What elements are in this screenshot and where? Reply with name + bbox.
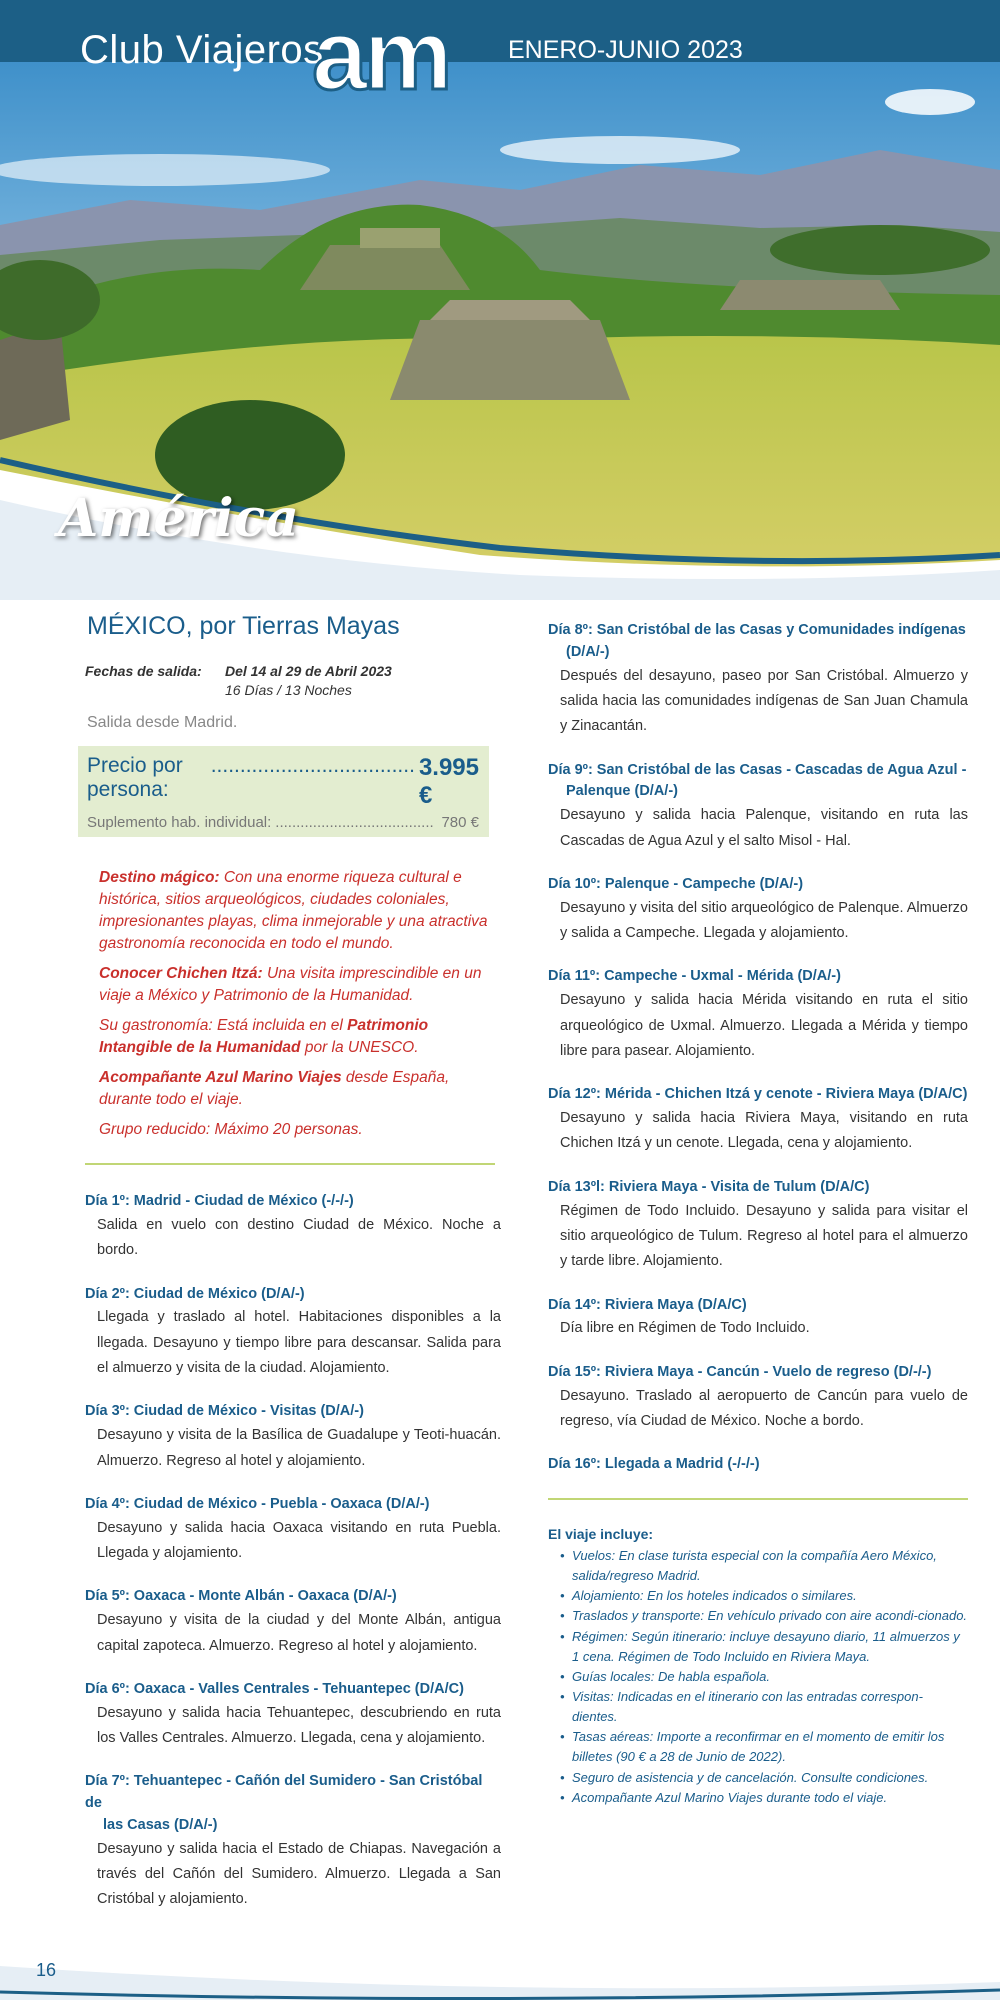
itinerary-day — [85, 1494, 501, 1567]
day-title: Día 5º: Oaxaca - Monte Albán - Oaxaca (D/A/-) — [85, 1588, 397, 1605]
itinerary-day — [548, 1084, 968, 1157]
day-title: Día 14º: Riviera Maya (D/A/C) — [548, 1296, 747, 1313]
price-box — [78, 746, 489, 837]
day-title: Día 7º: Tehuantepec - Cañón del Sumidero - San Cristóbal de las Casas (D/A/-) — [85, 1773, 483, 1833]
itinerary-left — [85, 1191, 501, 1913]
itinerary-day — [548, 1295, 968, 1342]
day-description: Salida en vuelo con destino Ciudad de México. Noche a bordo. — [97, 1216, 501, 1259]
day-title: Día 4º: Ciudad de México - Puebla - Oaxaca (D/A/-) — [85, 1495, 430, 1512]
includes-item: • Vuelos: En clase turista especial con la compañía Aero México, salida/regreso Madrid. — [560, 1546, 968, 1586]
itinerary-day — [85, 1191, 501, 1264]
supplement-leader-dots: ...................................... — [275, 814, 434, 831]
page-number: 16 — [36, 1960, 57, 1980]
trip-highlights — [99, 867, 501, 1141]
dates-value: Del 14 al 29 de Abril 2023 — [225, 663, 392, 679]
region-title: América — [58, 488, 299, 549]
itinerary-day — [548, 966, 968, 1064]
departure-city: Salida desde Madrid. — [87, 714, 238, 731]
price-label: Precio por persona: — [87, 754, 183, 801]
edition-period: ENERO-JUNIO 2023 — [508, 36, 743, 64]
includes-item: • Traslados y transporte: En vehículo privado con aire acondi-cionado. — [560, 1606, 968, 1626]
day-description: Desayuno y visita del sitio arqueológico de Palenque. Almuerzo y salida a Campeche. Llegada y alojamiento. — [560, 899, 968, 941]
includes-list — [548, 1546, 968, 1808]
right-column — [548, 620, 968, 1808]
includes-item: • Alojamiento: En los hoteles indicados o similares. — [560, 1586, 968, 1606]
day-description: Desayuno y salida hacia Riviera Maya, visitando en ruta Chichen Itzá y un cenote. Llegada, cena y alojamiento. — [560, 1110, 968, 1152]
section-divider — [85, 1163, 495, 1165]
dates-label: Fechas de salida: — [85, 663, 202, 679]
includes-item: • Guías locales: De habla española. — [560, 1667, 968, 1687]
day-title: Día 8º: San Cristóbal de las Casas y Comunidades indígenas (D/A/-) — [548, 622, 966, 660]
itinerary-day — [85, 1586, 501, 1659]
includes-item: • Tasas aéreas: Importe a reconfirmar en el momento de emitir los billetes (90 € a 28 de Junio de 2022). — [560, 1727, 968, 1767]
brand-club-text: Club Viajeros — [80, 28, 324, 72]
day-description: Desayuno y salida hacia el Estado de Chiapas. Navegación a través del Cañón del Sumidero. Almuerzo. Llegada a San Cristóbal y alojamiento. — [97, 1840, 501, 1908]
highlight-item: Acompañante Azul Marino Viajes desde España, durante todo el viaje. — [99, 1069, 450, 1108]
day-title: Día 6º: Oaxaca - Valles Centrales - Tehuantepec (D/A/C) — [85, 1680, 464, 1697]
includes-item: • Seguro de asistencia y de cancelación. Consulte condiciones. — [560, 1768, 968, 1788]
day-title: Día 2º: Ciudad de México (D/A/-) — [85, 1285, 305, 1302]
day-description: Desayuno y salida hacia Oaxaca visitando en ruta Puebla. Llegada y alojamiento. — [97, 1519, 501, 1561]
itinerary-day — [548, 874, 968, 947]
itinerary-day — [548, 760, 968, 854]
day-description: Régimen de Todo Incluido. Desayuno y salida para visitar el sitio arqueológico de Tulum. Regreso al hotel para el almuerzo y tarde libre. Alojamiento. — [560, 1202, 968, 1270]
includes-item: • Visitas: Indicadas en el itinerario con las entradas correspon-dientes. — [560, 1687, 968, 1727]
day-title: Día 9º: San Cristóbal de las Casas - Cascadas de Agua Azul - Palenque (D/A/-) — [548, 761, 967, 800]
section-divider — [548, 1498, 968, 1500]
day-title: Día 10º: Palenque - Campeche (D/A/-) — [548, 875, 804, 892]
price-value: 3.995 € — [418, 754, 479, 809]
day-title: Día 3º: Ciudad de México - Visitas (D/A/-) — [85, 1403, 364, 1420]
day-description: Día libre en Régimen de Todo Incluido. — [560, 1320, 810, 1337]
highlight-item: Su gastronomía: Está incluida en el Patrimonio Intangible de la Humanidad por la UNESCO. — [99, 1017, 429, 1056]
footer-wave — [0, 1956, 1000, 2000]
includes-section — [548, 1526, 968, 1808]
left-column — [85, 612, 501, 1933]
trip-title: MÉXICO, por Tierras Mayas — [87, 612, 400, 640]
day-description: Desayuno y salida hacia Palenque, visitando en ruta las Cascadas de Agua Azul y el salto Misol - Hal. — [560, 807, 968, 849]
day-description: Llegada y traslado al hotel. Habitaciones disponibles a la llegada. Desayuno y tiempo libre para descansar. Salida para el almuerzo y visita de la ciudad. Alojamiento. — [97, 1309, 501, 1376]
day-description: Después del desayuno, paseo por San Cristóbal. Almuerzo y salida hacia las comunidades indígenas de San Juan Chamula y Zinacantán. — [560, 667, 968, 735]
itinerary-day — [548, 1362, 968, 1435]
day-description: Desayuno y salida hacia Tehuantepec, descubriendo en ruta los Valles Centrales. Almuerzo. Llegada, cena y alojamiento. — [97, 1704, 501, 1746]
itinerary-day — [85, 1284, 501, 1382]
day-description: Desayuno y visita de la Basílica de Guadalupe y Teoti-huacán. Almuerzo. Regreso al hotel y alojamiento. — [97, 1427, 501, 1469]
day-title: Día 11º: Campeche - Uxmal - Mérida (D/A/-) — [548, 968, 841, 985]
itinerary-day — [548, 1177, 968, 1275]
includes-item: • Acompañante Azul Marino Viajes durante todo el viaje. — [560, 1788, 968, 1808]
price-leader-dots: ................................... — [210, 754, 415, 777]
day-title: Día 15º: Riviera Maya - Cancún - Vuelo de regreso (D/-/-) — [548, 1363, 932, 1380]
day-description: Desayuno y salida hacia Mérida visitando en ruta el sitio arqueológico de Uxmal. Almuerzo. Llegada a Mérida y tiempo libre para pasear. Alojamiento. — [560, 992, 968, 1059]
itinerary-day — [85, 1771, 501, 1912]
day-title: Día 12º: Mérida - Chichen Itzá y cenote - Riviera Maya (D/A/C) — [548, 1086, 968, 1103]
day-title: Día 16º: Llegada a Madrid (-/-/-) — [548, 1456, 760, 1473]
single-supplement — [87, 814, 479, 831]
includes-title: El viaje incluye: — [548, 1526, 654, 1542]
brand-am-text: am — [312, 0, 449, 111]
itinerary-day — [85, 1401, 501, 1474]
departure-dates — [85, 663, 501, 679]
day-description: Desayuno. Traslado al aeropuerto de Cancún para vuelo de regreso, vía Ciudad de México. Noche a bordo. — [560, 1387, 968, 1429]
trip-duration: 16 Días / 13 Noches — [225, 682, 352, 698]
itinerary-day — [548, 620, 968, 740]
day-description: Desayuno y visita de la ciudad y del Monte Albán, antigua capital zapoteca. Almuerzo. Regreso al hotel y alojamiento. — [97, 1612, 501, 1654]
supplement-label: Suplemento hab. individual: — [87, 814, 272, 831]
itinerary-day — [85, 1679, 501, 1752]
day-title: Día 13ºl: Riviera Maya - Visita de Tulum (D/A/C) — [548, 1178, 870, 1195]
highlight-item: Destino mágico: Con una enorme riqueza cultural e histórica, sitios arqueológicos, ciudades coloniales, impresionantes playas, clima inmejorable y una atractiva gastronomía reconocida en todo el mundo. — [99, 869, 488, 952]
itinerary-day — [548, 1454, 968, 1476]
price-per-person — [87, 754, 479, 810]
supplement-value: 780 € — [441, 814, 479, 831]
highlight-item: Conocer Chichen Itzá: Una visita imprescindible en un viaje a México y Patrimonio de la Humanidad. — [99, 965, 482, 1004]
highlight-item: Grupo reducido: Máximo 20 personas. — [99, 1121, 363, 1138]
day-title: Día 1º: Madrid - Ciudad de México (-/-/-) — [85, 1193, 354, 1209]
includes-item: • Régimen: Según itinerario: incluye desayuno diario, 11 almuerzos y 1 cena. Régimen de Todo Incluido en Riviera Maya. — [560, 1627, 968, 1667]
